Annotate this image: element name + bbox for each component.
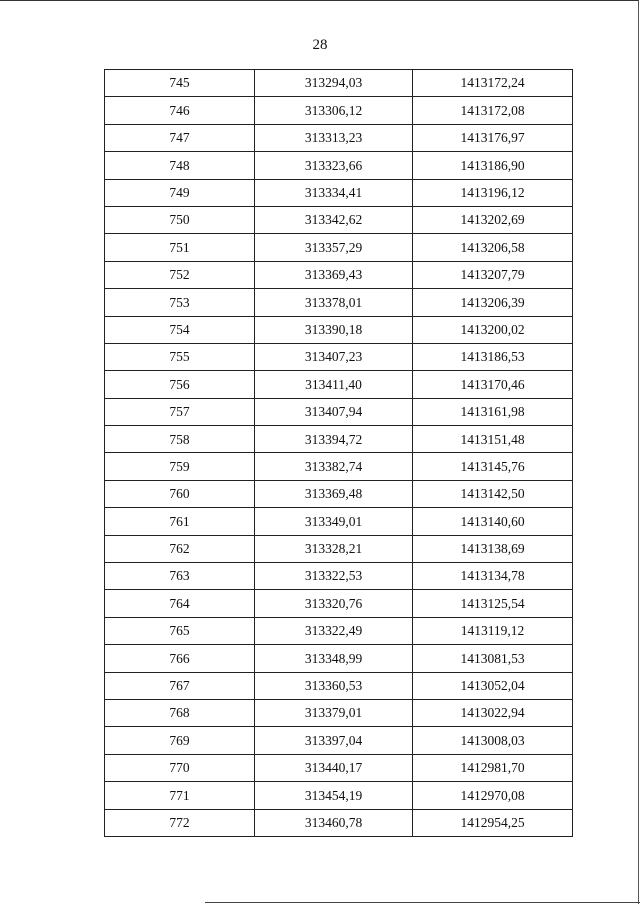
table-row xyxy=(105,179,573,206)
x-coordinate-cell: 313322,49 xyxy=(255,617,413,644)
y-coordinate-cell: 1413170,46 xyxy=(413,371,573,398)
coordinates-table xyxy=(104,69,573,837)
x-coordinate-cell: 313407,94 xyxy=(255,398,413,425)
x-coordinate-cell: 313348,99 xyxy=(255,645,413,672)
table-row xyxy=(105,426,573,453)
point-number-cell: 771 xyxy=(105,782,255,809)
table-row xyxy=(105,645,573,672)
point-number-cell: 772 xyxy=(105,809,255,836)
page-number: 28 xyxy=(312,37,328,53)
bottom-edge-line xyxy=(205,902,640,903)
x-coordinate-cell: 313322,53 xyxy=(255,563,413,590)
point-number-cell: 762 xyxy=(105,535,255,562)
table-row xyxy=(105,727,573,754)
y-coordinate-cell: 1413161,98 xyxy=(413,398,573,425)
table-row xyxy=(105,398,573,425)
coordinates-table-body xyxy=(105,70,573,837)
x-coordinate-cell: 313369,43 xyxy=(255,261,413,288)
table-row xyxy=(105,289,573,316)
table-row xyxy=(105,782,573,809)
table-row xyxy=(105,699,573,726)
y-coordinate-cell: 1413200,02 xyxy=(413,316,573,343)
table-row xyxy=(105,453,573,480)
point-number-cell: 754 xyxy=(105,316,255,343)
x-coordinate-cell: 313328,21 xyxy=(255,535,413,562)
table-row xyxy=(105,97,573,124)
y-coordinate-cell: 1413022,94 xyxy=(413,699,573,726)
y-coordinate-cell: 1413196,12 xyxy=(413,179,573,206)
point-number-cell: 752 xyxy=(105,261,255,288)
x-coordinate-cell: 313360,53 xyxy=(255,672,413,699)
y-coordinate-cell: 1413145,76 xyxy=(413,453,573,480)
point-number-cell: 769 xyxy=(105,727,255,754)
table-row xyxy=(105,480,573,507)
y-coordinate-cell: 1413202,69 xyxy=(413,206,573,233)
point-number-cell: 761 xyxy=(105,508,255,535)
point-number-cell: 770 xyxy=(105,754,255,781)
y-coordinate-cell: 1413125,54 xyxy=(413,590,573,617)
x-coordinate-cell: 313379,01 xyxy=(255,699,413,726)
x-coordinate-cell: 313357,29 xyxy=(255,234,413,261)
point-number-cell: 763 xyxy=(105,563,255,590)
point-number-cell: 747 xyxy=(105,124,255,151)
y-coordinate-cell: 1413142,50 xyxy=(413,480,573,507)
point-number-cell: 764 xyxy=(105,590,255,617)
point-number-cell: 748 xyxy=(105,152,255,179)
x-coordinate-cell: 313460,78 xyxy=(255,809,413,836)
table-row xyxy=(105,672,573,699)
table-row xyxy=(105,563,573,590)
y-coordinate-cell: 1413186,53 xyxy=(413,343,573,370)
y-coordinate-cell: 1413081,53 xyxy=(413,645,573,672)
y-coordinate-cell: 1413008,03 xyxy=(413,727,573,754)
y-coordinate-cell: 1413134,78 xyxy=(413,563,573,590)
table-row xyxy=(105,809,573,836)
point-number-cell: 760 xyxy=(105,480,255,507)
x-coordinate-cell: 313390,18 xyxy=(255,316,413,343)
table-row xyxy=(105,343,573,370)
y-coordinate-cell: 1413052,04 xyxy=(413,672,573,699)
point-number-cell: 756 xyxy=(105,371,255,398)
point-number-cell: 753 xyxy=(105,289,255,316)
y-coordinate-cell: 1413206,39 xyxy=(413,289,573,316)
y-coordinate-cell: 1413140,60 xyxy=(413,508,573,535)
table-row xyxy=(105,371,573,398)
point-number-cell: 767 xyxy=(105,672,255,699)
table-row xyxy=(105,234,573,261)
y-coordinate-cell: 1413119,12 xyxy=(413,617,573,644)
x-coordinate-cell: 313378,01 xyxy=(255,289,413,316)
x-coordinate-cell: 313407,23 xyxy=(255,343,413,370)
x-coordinate-cell: 313382,74 xyxy=(255,453,413,480)
table-row xyxy=(105,617,573,644)
point-number-cell: 745 xyxy=(105,70,255,97)
table-row xyxy=(105,535,573,562)
x-coordinate-cell: 313323,66 xyxy=(255,152,413,179)
x-coordinate-cell: 313454,19 xyxy=(255,782,413,809)
point-number-cell: 757 xyxy=(105,398,255,425)
point-number-cell: 746 xyxy=(105,97,255,124)
point-number-cell: 750 xyxy=(105,206,255,233)
x-coordinate-cell: 313334,41 xyxy=(255,179,413,206)
x-coordinate-cell: 313294,03 xyxy=(255,70,413,97)
table-row xyxy=(105,754,573,781)
table-row xyxy=(105,316,573,343)
table-row xyxy=(105,508,573,535)
table-row xyxy=(105,261,573,288)
y-coordinate-cell: 1412954,25 xyxy=(413,809,573,836)
x-coordinate-cell: 313394,72 xyxy=(255,426,413,453)
point-number-cell: 755 xyxy=(105,343,255,370)
point-number-cell: 751 xyxy=(105,234,255,261)
y-coordinate-cell: 1413172,24 xyxy=(413,70,573,97)
x-coordinate-cell: 313313,23 xyxy=(255,124,413,151)
point-number-cell: 766 xyxy=(105,645,255,672)
x-coordinate-cell: 313320,76 xyxy=(255,590,413,617)
x-coordinate-cell: 313369,48 xyxy=(255,480,413,507)
y-coordinate-cell: 1413172,08 xyxy=(413,97,573,124)
table-row xyxy=(105,206,573,233)
x-coordinate-cell: 313306,12 xyxy=(255,97,413,124)
point-number-cell: 765 xyxy=(105,617,255,644)
x-coordinate-cell: 313349,01 xyxy=(255,508,413,535)
y-coordinate-cell: 1413186,90 xyxy=(413,152,573,179)
point-number-cell: 759 xyxy=(105,453,255,480)
x-coordinate-cell: 313440,17 xyxy=(255,754,413,781)
y-coordinate-cell: 1412970,08 xyxy=(413,782,573,809)
table-row xyxy=(105,152,573,179)
y-coordinate-cell: 1413207,79 xyxy=(413,261,573,288)
y-coordinate-cell: 1413151,48 xyxy=(413,426,573,453)
x-coordinate-cell: 313397,04 xyxy=(255,727,413,754)
x-coordinate-cell: 313411,40 xyxy=(255,371,413,398)
point-number-cell: 768 xyxy=(105,699,255,726)
y-coordinate-cell: 1413138,69 xyxy=(413,535,573,562)
y-coordinate-cell: 1413206,58 xyxy=(413,234,573,261)
y-coordinate-cell: 1413176,97 xyxy=(413,124,573,151)
point-number-cell: 749 xyxy=(105,179,255,206)
table-row xyxy=(105,70,573,97)
point-number-cell: 758 xyxy=(105,426,255,453)
y-coordinate-cell: 1412981,70 xyxy=(413,754,573,781)
table-row xyxy=(105,124,573,151)
x-coordinate-cell: 313342,62 xyxy=(255,206,413,233)
table-row xyxy=(105,590,573,617)
